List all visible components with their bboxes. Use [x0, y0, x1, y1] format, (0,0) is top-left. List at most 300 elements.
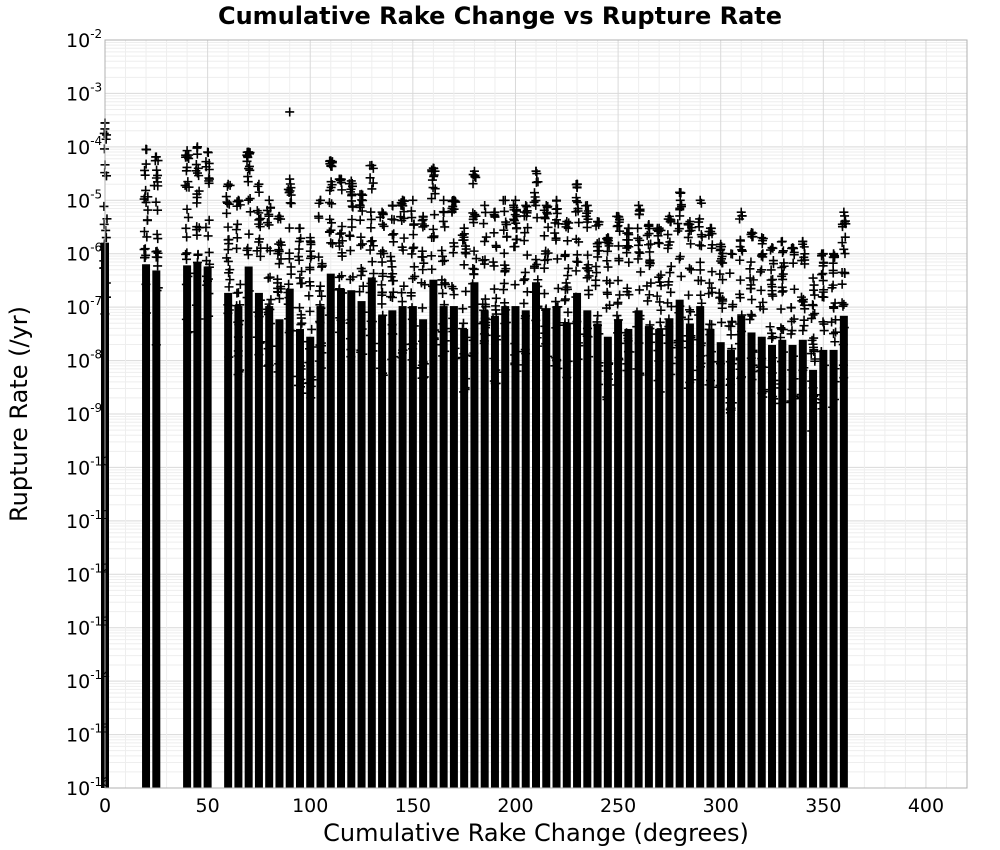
data-point-cluster	[142, 264, 150, 788]
data-point-cluster	[429, 280, 437, 788]
data-point	[727, 330, 736, 339]
data-point	[551, 297, 560, 306]
data-point-cluster	[450, 306, 458, 788]
data-point	[778, 237, 787, 246]
data-point	[778, 248, 787, 257]
data-point	[253, 206, 262, 215]
data-point-cluster	[255, 293, 263, 788]
data-point	[458, 304, 467, 313]
data-point	[572, 266, 581, 275]
data-point	[789, 259, 798, 268]
y-tick-label: $10^{-11}$	[66, 507, 110, 533]
x-tick-label: 100	[292, 795, 329, 817]
data-point	[790, 285, 799, 294]
x-tick-label: 250	[599, 795, 637, 817]
data-point	[141, 244, 150, 253]
data-point-cluster	[317, 306, 325, 788]
data-point	[225, 282, 234, 291]
data-point	[297, 279, 306, 288]
data-point	[519, 276, 528, 285]
data-point	[469, 270, 478, 279]
data-point-cluster	[819, 350, 827, 788]
data-point	[819, 276, 828, 285]
data-point	[356, 233, 365, 242]
data-point	[399, 282, 408, 291]
data-point	[407, 249, 416, 258]
y-tick-label: $10^{-2}$	[66, 27, 103, 52]
data-point	[409, 243, 418, 252]
data-point	[307, 325, 316, 334]
data-point	[490, 285, 499, 294]
y-tick-exponent: -9	[90, 401, 103, 415]
data-point	[224, 245, 233, 254]
data-point	[389, 229, 398, 238]
data-point	[809, 301, 818, 310]
data-point	[143, 206, 152, 215]
data-point	[234, 288, 243, 297]
data-point	[696, 291, 705, 300]
data-point	[205, 248, 214, 257]
y-tick-exponent: -14	[90, 668, 110, 683]
data-point	[554, 284, 563, 293]
y-tick-label: $10^{-12}$	[66, 561, 110, 587]
y-tick-exponent: -2	[90, 27, 103, 41]
data-point	[418, 303, 427, 312]
y-tick-exponent: -11	[90, 507, 110, 522]
data-point	[675, 188, 684, 197]
data-point	[574, 218, 583, 227]
data-point	[224, 235, 233, 244]
data-point	[829, 329, 838, 338]
data-point	[614, 276, 623, 285]
data-point	[583, 251, 592, 260]
data-point	[244, 196, 253, 205]
data-point	[633, 224, 642, 233]
data-point	[193, 251, 202, 260]
y-tick-label: $10^{-6}$	[66, 240, 103, 266]
data-point-cluster	[655, 329, 663, 788]
data-point	[511, 196, 520, 205]
data-point	[295, 224, 304, 233]
data-point	[810, 291, 819, 300]
data-point	[633, 234, 642, 243]
data-point	[705, 279, 714, 288]
data-point	[254, 180, 263, 189]
data-point-cluster	[306, 337, 314, 788]
data-point	[540, 289, 549, 298]
data-point	[646, 240, 655, 249]
data-point	[643, 296, 652, 305]
data-point	[624, 242, 633, 251]
data-point-cluster	[460, 329, 468, 788]
data-point	[152, 166, 161, 175]
y-tick-label: $10^{-8}$	[66, 347, 103, 373]
data-point-cluster	[594, 324, 602, 788]
data-point	[510, 242, 519, 251]
data-point-cluster	[204, 267, 212, 788]
data-point	[603, 288, 612, 297]
x-tick-label: 400	[907, 795, 945, 817]
data-point-cluster	[265, 306, 273, 788]
data-point-cluster	[358, 301, 366, 788]
data-point	[285, 224, 294, 233]
data-point	[305, 265, 314, 274]
data-point	[141, 253, 150, 262]
data-point-cluster	[388, 310, 396, 788]
data-point	[492, 241, 501, 250]
data-point-cluster	[840, 316, 848, 788]
data-point	[398, 297, 407, 306]
data-point	[410, 272, 419, 281]
data-point-cluster	[830, 350, 838, 788]
data-point	[306, 247, 315, 256]
data-point	[676, 196, 685, 205]
data-point-cluster	[532, 282, 540, 788]
data-point	[356, 241, 365, 250]
data-point	[530, 188, 539, 197]
data-point-cluster	[419, 319, 427, 788]
data-point	[317, 292, 326, 301]
data-point	[153, 206, 162, 215]
data-point	[602, 256, 611, 265]
data-point-cluster	[245, 267, 253, 788]
y-tick-label: $10^{-13}$	[66, 614, 110, 640]
data-point	[839, 245, 848, 254]
data-point	[787, 303, 796, 312]
data-point	[778, 287, 787, 296]
data-point	[512, 224, 521, 233]
data-point	[345, 231, 354, 240]
data-point-cluster	[378, 316, 386, 788]
data-point	[337, 222, 346, 231]
x-tick-label: 50	[195, 795, 220, 817]
data-point	[519, 299, 528, 308]
data-point	[544, 223, 553, 232]
data-point	[550, 229, 559, 238]
chart-title: Cumulative Rake Change vs Rupture Rate	[217, 2, 783, 30]
data-point-cluster	[635, 310, 643, 788]
data-point-cluster	[624, 329, 632, 788]
data-point	[184, 213, 193, 222]
data-point	[182, 233, 191, 242]
data-point-cluster	[809, 370, 817, 788]
data-point	[584, 286, 593, 295]
data-point-cluster	[583, 310, 591, 788]
data-point	[232, 225, 241, 234]
data-point-cluster	[553, 306, 561, 788]
data-point	[788, 243, 797, 252]
x-tick-label: 0	[98, 795, 112, 817]
x-tick-label: 150	[394, 795, 431, 817]
data-point	[246, 194, 255, 203]
data-point	[99, 202, 108, 211]
data-point	[684, 291, 693, 300]
data-point	[287, 270, 296, 279]
data-point	[369, 269, 378, 278]
data-point	[614, 241, 623, 250]
x-axis-ticks	[99, 795, 944, 817]
data-point-cluster	[522, 310, 530, 788]
data-point	[181, 250, 190, 259]
data-point	[686, 239, 695, 248]
data-point-cluster	[799, 340, 807, 788]
data-point	[439, 196, 448, 205]
data-point-cluster	[347, 290, 355, 788]
y-tick-exponent: -7	[90, 294, 103, 309]
y-tick-label: $10^{-15}$	[66, 721, 110, 747]
data-point	[645, 247, 654, 256]
data-point-cluster	[778, 340, 786, 788]
data-point	[266, 295, 275, 304]
data-point	[656, 271, 665, 280]
data-point	[326, 238, 335, 247]
y-tick-label: $10^{-14}$	[66, 668, 110, 694]
data-point-cluster	[696, 306, 704, 788]
data-point	[461, 249, 470, 258]
data-point	[523, 251, 532, 260]
data-point	[716, 240, 725, 249]
data-point	[296, 320, 305, 329]
data-point	[102, 135, 111, 144]
data-point-cluster	[511, 306, 519, 788]
y-tick-exponent: -12	[90, 561, 110, 576]
data-point-cluster	[563, 324, 571, 788]
data-point	[439, 217, 448, 226]
data-point	[449, 196, 458, 205]
data-point-cluster	[686, 324, 694, 788]
data-point	[315, 286, 324, 295]
data-point	[697, 241, 706, 250]
data-point	[677, 272, 686, 281]
data-point	[234, 196, 243, 205]
data-point	[757, 286, 766, 295]
data-point	[500, 298, 509, 307]
y-tick-label: $10^{-3}$	[66, 80, 103, 106]
data-point	[696, 265, 705, 274]
data-point	[622, 229, 631, 238]
data-point-cluster	[604, 337, 612, 788]
data-point	[419, 259, 428, 268]
data-point	[232, 244, 241, 253]
data-point	[275, 259, 284, 268]
data-point	[552, 234, 561, 243]
data-point	[747, 228, 756, 237]
y-tick-exponent: -3	[90, 80, 103, 95]
data-point	[817, 270, 826, 279]
data-point	[687, 265, 696, 274]
data-point	[141, 171, 150, 180]
data-point	[418, 265, 427, 274]
y-axis-label: Rupture Rate (/yr)	[5, 306, 33, 522]
data-point	[408, 196, 417, 205]
data-point	[192, 231, 201, 240]
data-point	[440, 222, 449, 231]
y-tick-exponent: -6	[90, 240, 103, 255]
data-point	[563, 271, 572, 280]
data-point	[397, 288, 406, 297]
data-point	[347, 190, 356, 199]
y-tick-exponent: -10	[90, 454, 110, 469]
data-point	[470, 210, 479, 219]
data-point	[244, 164, 253, 173]
data-point-cluster	[286, 289, 294, 788]
data-point	[358, 239, 367, 248]
data-point	[634, 248, 643, 257]
data-point	[429, 232, 438, 241]
data-point	[427, 265, 436, 274]
data-point	[255, 188, 264, 197]
data-point-cluster	[573, 293, 581, 788]
data-point	[297, 319, 306, 328]
y-tick-exponent: -16	[90, 775, 110, 789]
data-point	[489, 228, 498, 237]
data-point-cluster	[706, 329, 714, 788]
data-point	[193, 142, 202, 151]
data-point	[305, 307, 314, 316]
data-point	[440, 256, 449, 265]
data-point-cluster	[748, 332, 756, 788]
data-point	[266, 273, 275, 282]
data-point	[314, 212, 323, 221]
data-point	[461, 287, 470, 296]
data-point	[459, 319, 468, 328]
data-point-cluster	[717, 342, 725, 788]
y-tick-label: $10^{-7}$	[66, 294, 103, 320]
data-point	[819, 249, 828, 258]
data-point	[675, 224, 684, 233]
data-point	[684, 315, 693, 324]
data-point	[305, 277, 314, 286]
data-point	[759, 234, 768, 243]
data-point	[532, 178, 541, 187]
data-point	[304, 291, 313, 300]
data-point	[224, 180, 233, 189]
data-point	[233, 233, 242, 242]
data-point	[654, 273, 663, 282]
data-point	[645, 229, 654, 238]
data-point	[552, 196, 561, 205]
data-point	[470, 247, 479, 256]
y-tick-exponent: -4	[90, 133, 103, 148]
data-point	[204, 231, 213, 240]
data-point	[738, 247, 747, 256]
data-point-cluster	[676, 300, 684, 788]
y-tick-label: $10^{-10}$	[66, 454, 110, 480]
data-point	[356, 216, 365, 225]
y-tick-exponent: -5	[90, 187, 103, 202]
y-tick-label: $10^{-4}$	[66, 133, 103, 159]
x-tick-label: 300	[702, 795, 739, 817]
data-point	[591, 281, 600, 290]
data-point	[316, 282, 325, 291]
data-point	[327, 226, 336, 235]
data-point	[379, 222, 388, 231]
data-point	[102, 233, 111, 242]
data-point-cluster	[737, 316, 745, 788]
data-point	[540, 231, 549, 240]
data-point	[153, 261, 162, 270]
data-point-cluster	[665, 319, 673, 788]
y-tick-label: $10^{-16}$	[66, 775, 110, 800]
data-point	[654, 238, 663, 247]
y-tick-exponent: -15	[90, 721, 110, 736]
data-point	[400, 234, 409, 243]
x-tick-label: 350	[805, 795, 842, 817]
x-axis-label: Cumulative Rake Change (degrees)	[323, 819, 749, 847]
data-point-cluster	[768, 345, 776, 788]
data-point-cluster	[614, 319, 622, 788]
data-point-cluster	[409, 306, 417, 788]
data-point	[716, 257, 725, 266]
data-point-cluster	[758, 337, 766, 788]
data-point	[438, 289, 447, 298]
data-point	[430, 210, 439, 219]
data-point	[295, 303, 304, 312]
x-tick-label: 200	[497, 795, 534, 817]
data-point	[655, 239, 664, 248]
data-point	[501, 196, 510, 205]
data-point-cluster	[183, 265, 191, 788]
data-point	[675, 211, 684, 220]
data-point-cluster	[296, 329, 304, 788]
data-point	[561, 295, 570, 304]
y-tick-exponent: -8	[90, 347, 103, 362]
data-point-cluster	[368, 277, 376, 788]
data-point-cluster	[645, 326, 653, 788]
y-tick-exponent: -13	[90, 614, 110, 629]
data-point	[460, 224, 469, 233]
data-point	[757, 265, 766, 274]
data-point	[366, 223, 375, 232]
data-point	[357, 271, 366, 280]
data-point	[328, 239, 337, 248]
data-point	[623, 241, 632, 250]
data-point	[183, 146, 192, 155]
data-point	[726, 249, 735, 258]
data-point	[244, 250, 253, 259]
data-point	[735, 256, 744, 265]
data-point-cluster	[399, 306, 407, 788]
data-point	[562, 278, 571, 287]
data-point	[439, 208, 448, 217]
data-point-cluster	[275, 319, 283, 788]
data-point	[736, 236, 745, 245]
data-point	[143, 216, 152, 225]
data-point	[388, 293, 397, 302]
data-point	[224, 223, 233, 232]
data-point	[367, 184, 376, 193]
data-point-cluster	[789, 345, 797, 788]
data-point-cluster	[193, 262, 201, 788]
data-point	[357, 190, 366, 199]
data-point	[253, 182, 262, 191]
data-point	[624, 224, 633, 233]
data-point	[225, 275, 234, 284]
data-point-cluster	[440, 306, 448, 788]
data-point-cluster	[542, 310, 550, 788]
data-point	[275, 294, 284, 303]
y-tick-label: $10^{-9}$	[66, 401, 103, 426]
data-point	[265, 196, 274, 205]
data-point	[479, 219, 488, 228]
data-point-cluster	[337, 289, 345, 788]
data-point	[521, 268, 530, 277]
data-point	[284, 280, 293, 289]
data-point	[244, 177, 253, 186]
data-point-cluster	[470, 282, 478, 788]
data-point	[407, 207, 416, 216]
data-point	[810, 357, 819, 366]
